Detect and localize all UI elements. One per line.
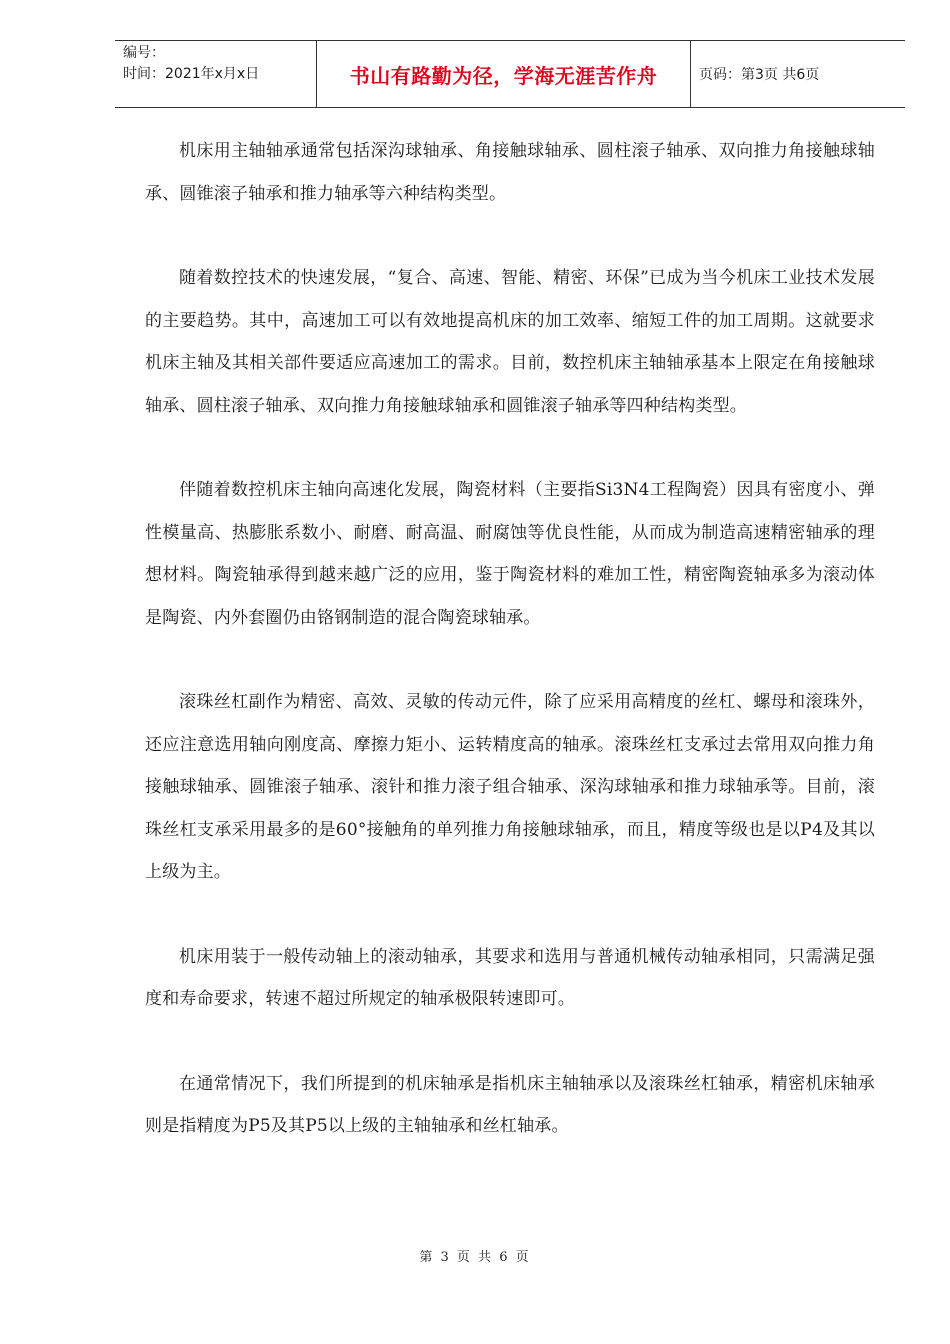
paragraph-cnc-trends: 随着数控技术的快速发展，“复合、高速、智能、精密、环保”已成为当今机床工业技术发展的主要趋势。其中，高速加工可以有效地提高机床的加工效率、缩短工件的加工周期。这就要求机床主轴及其相关部件要适应高速加工的需求。目前，数控机床主轴轴承基本上限定在角接触球轴承、圆柱滚子轴承、双向推力角接触球轴承和圆锥滚子轴承等四种结构类型。 (145, 268, 875, 416)
document-body (145, 130, 875, 1190)
page-footer: 第 3 页 共 6 页 (419, 1250, 531, 1265)
serial-number-label: 编号： (123, 45, 165, 61)
paragraph-transmission-bearings: 机床用装于一般传动轴上的滚动轴承，其要求和选用与普通机械传动轴承相同，只需满足强度和寿命要求，转速不超过所规定的轴承极限转速即可。 (145, 946, 875, 1009)
header-meta (115, 41, 317, 107)
paragraph-spindle-bearing-types: 机床用主轴轴承通常包括深沟球轴承、角接触球轴承、圆柱滚子轴承、双向推力角接触球轴承、圆锥滚子轴承和推力轴承等六种结构类型。 (145, 141, 875, 204)
page-header (115, 40, 905, 108)
paragraph-precision-definition: 在通常情况下，我们所提到的机床轴承是指机床主轴轴承以及滚珠丝杠轴承，精密机床轴承则是指精度为P5及其P5以上级的主轴轴承和丝杠轴承。 (145, 1073, 875, 1136)
header-page-info: 页码：第3页 共6页 (699, 67, 820, 83)
header-motto: 书山有路勤为径，学海无涯苦作舟 (317, 41, 691, 107)
paragraph-ball-screw-bearings: 滚珠丝杠副作为精密、高效、灵敏的传动元件，除了应采用高精度的丝杠、螺母和滚珠外，还应注意选用轴向刚度高、摩擦力矩小、运转精度高的轴承。滚珠丝杠支承过去常用双向推力角接触球轴承、圆锥滚子轴承、滚针和推力滚子组合轴承、深沟球轴承和推力球轴承等。目前，滚珠丝杠支承采用最多的是60°接触角的单列推力角接触球轴承，而且，精度等级也是以P4及其以上级为主。 (145, 692, 875, 882)
paragraph-ceramic-bearings: 伴随着数控机床主轴向高速化发展，陶瓷材料（主要指Si3N4工程陶瓷）因具有密度小、弹性模量高、热膨胀系数小、耐磨、耐高温、耐腐蚀等优良性能，从而成为制造高速精密轴承的理想材料。陶瓷轴承得到越来越广泛的应用，鉴于陶瓷材料的难加工性，精密陶瓷轴承多为滚动体是陶瓷、内外套圈仍由铬钢制造的混合陶瓷球轴承。 (145, 480, 875, 628)
date-label: 时间：2021年x月x日 (123, 66, 260, 82)
